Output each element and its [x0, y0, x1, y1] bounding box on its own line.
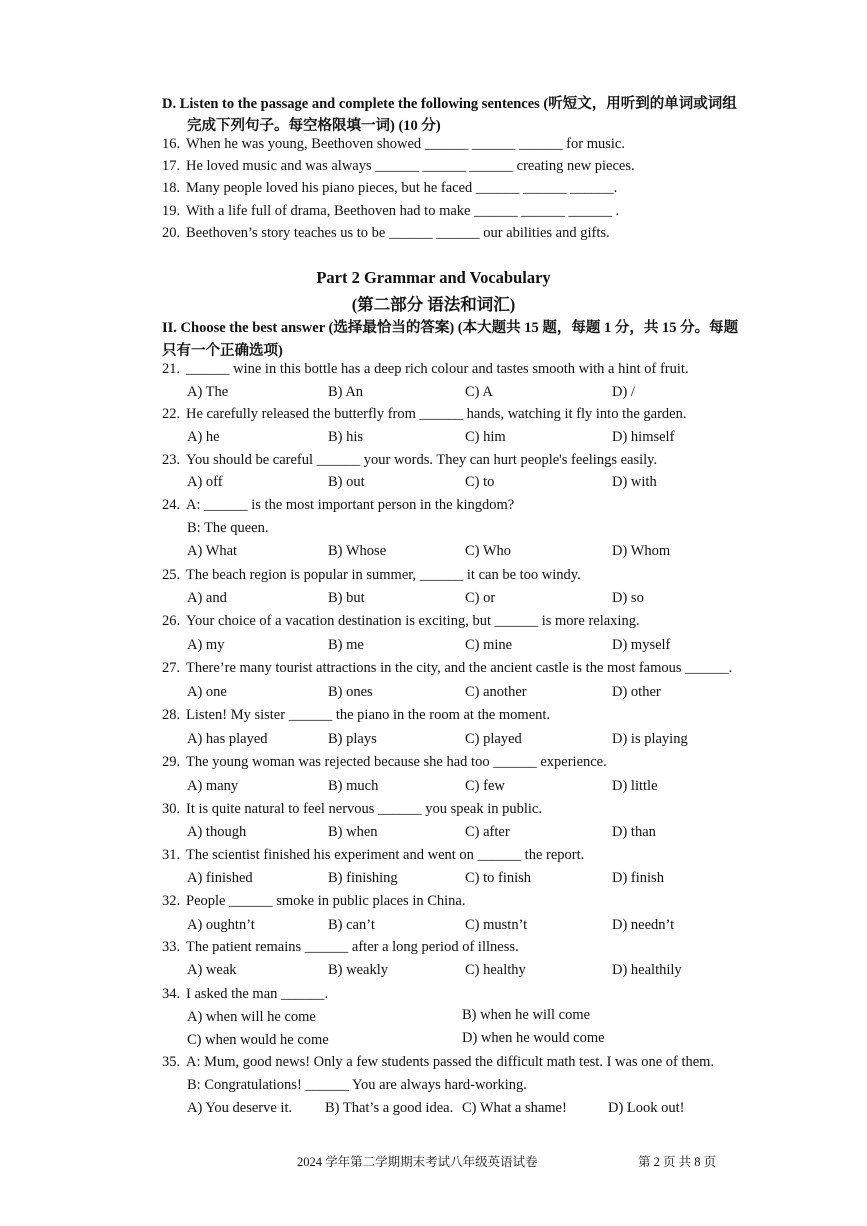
question-number: 27. — [162, 660, 181, 676]
question-17 — [162, 158, 635, 175]
option-c: C) him — [465, 429, 506, 445]
question-32 — [162, 893, 466, 910]
option-a: A) has played — [187, 731, 268, 747]
question-text: A: Mum, good news! Only a few students passed the difficult math test. I was one of them. — [186, 1054, 715, 1070]
question-27 — [162, 660, 732, 677]
question-number: 19. — [162, 203, 181, 219]
question-number: 32. — [162, 893, 181, 909]
question-19 — [162, 203, 619, 220]
question-24-answer-line: B: The queen. — [187, 520, 269, 536]
option-d: D) little — [612, 778, 658, 794]
option-a: A) finished — [187, 870, 253, 886]
option-a: A) off — [187, 474, 223, 490]
question-text: The beach region is popular in summer, ______ it can be too windy. — [186, 567, 581, 583]
option-c: C) few — [465, 778, 505, 794]
option-d: D) other — [612, 684, 661, 700]
question-21 — [162, 361, 689, 378]
question-number: 23. — [162, 452, 181, 468]
option-d: D) himself — [612, 429, 675, 445]
option-b: B) Whose — [328, 543, 387, 559]
question-number: 20. — [162, 225, 181, 241]
option-c: C) Who — [465, 543, 512, 559]
section-ii-heading-1: II. Choose the best answer (选择最恰当的答案) (本大题共 15 题，每题 1 分，共 15 分。每题 — [162, 320, 739, 336]
question-number: 25. — [162, 567, 181, 583]
question-20 — [162, 225, 610, 242]
footer-exam-title: 2024 学年第二学期期末考试八年级英语试卷 — [297, 1155, 538, 1169]
option-c: C) to — [465, 474, 495, 490]
question-35-response-line: B: Congratulations! ______ You are always hard-working. — [187, 1077, 527, 1093]
option-a: A) he — [187, 429, 220, 445]
footer-page-number: 第 2 页 共 8 页 — [638, 1155, 717, 1169]
option-d: D) needn’t — [612, 917, 675, 933]
option-b: B) but — [328, 590, 365, 606]
question-number: 24. — [162, 497, 181, 513]
question-text: He loved music and was always ______ ______ ______ creating new pieces. — [186, 158, 635, 174]
part-2-subtitle: (第二部分 语法和词汇) — [351, 295, 516, 314]
question-text: I asked the man ______. — [186, 986, 329, 1002]
part-2-title: Part 2 Grammar and Vocabulary — [316, 268, 551, 287]
option-a: A) You deserve it. — [187, 1100, 293, 1116]
option-c: C) mine — [465, 637, 513, 653]
question-34 — [162, 986, 328, 1003]
option-d: D) than — [612, 824, 656, 840]
question-number: 22. — [162, 406, 181, 422]
option-d: D) when he would come — [462, 1030, 605, 1046]
option-b: B) can’t — [328, 917, 375, 933]
option-a: A) when will he come — [187, 1009, 316, 1025]
question-number: 29. — [162, 754, 181, 770]
question-24 — [162, 497, 514, 514]
question-number: 18. — [162, 180, 181, 196]
question-number: 34. — [162, 986, 181, 1002]
option-c: C) healthy — [465, 962, 526, 978]
question-26 — [162, 613, 640, 630]
question-28 — [162, 707, 550, 724]
question-30 — [162, 801, 542, 818]
option-d: D) myself — [612, 637, 671, 653]
option-c: C) when would he come — [187, 1032, 329, 1048]
question-text: There’re many tourist attractions in the city, and the ancient castle is the most famous ______. — [186, 660, 733, 676]
question-text: ______ wine in this bottle has a deep rich colour and tastes smooth with a hint of fruit. — [186, 361, 689, 377]
question-text: Many people loved his piano pieces, but he faced ______ ______ ______. — [186, 180, 618, 196]
option-b: B) me — [328, 637, 364, 653]
question-number: 21. — [162, 361, 181, 377]
option-c: C) to finish — [465, 870, 532, 886]
option-b: B) An — [328, 384, 364, 400]
question-number: 35. — [162, 1054, 181, 1070]
option-d: D) with — [612, 474, 657, 490]
option-b: B) ones — [328, 684, 373, 700]
option-d: D) is playing — [612, 731, 688, 747]
question-number: 28. — [162, 707, 181, 723]
option-a: A) many — [187, 778, 239, 794]
section-d-heading-1: D. Listen to the passage and complete the following sentences (听短文，用听到的单词或词组 — [162, 96, 737, 112]
option-a: A) weak — [187, 962, 237, 978]
option-b: B) his — [328, 429, 364, 445]
question-text: Your choice of a vacation destination is exciting, but ______ is more relaxing. — [186, 613, 640, 629]
option-b: B) finishing — [328, 870, 398, 886]
section-ii-heading-2: 只有一个正确选项) — [162, 343, 283, 359]
option-c: C) or — [465, 590, 496, 606]
question-number: 17. — [162, 158, 181, 174]
question-text: Listen! My sister ______ the piano in the room at the moment. — [186, 707, 551, 723]
option-b: B) That’s a good idea. — [325, 1100, 454, 1116]
question-number: 31. — [162, 847, 181, 863]
question-text: When he was young, Beethoven showed ______ ______ ______ for music. — [186, 136, 625, 152]
option-d: D) / — [612, 384, 635, 400]
question-text: The patient remains ______ after a long period of illness. — [186, 939, 519, 955]
option-a: A) oughtn’t — [187, 917, 255, 933]
option-c: C) another — [465, 684, 527, 700]
option-d: D) Look out! — [608, 1100, 685, 1116]
question-text: A: ______ is the most important person in the kingdom? — [186, 497, 515, 513]
option-b: B) plays — [328, 731, 377, 747]
question-31 — [162, 847, 584, 864]
option-a: A) and — [187, 590, 227, 606]
question-number: 26. — [162, 613, 181, 629]
option-d: D) so — [612, 590, 644, 606]
question-text: The scientist finished his experiment and went on ______ the report. — [186, 847, 585, 863]
section-d-heading-2: 完成下列句子。每空格限填一词) (10 分) — [187, 118, 441, 134]
option-a: A) my — [187, 637, 225, 653]
question-text: People ______ smoke in public places in China. — [186, 893, 466, 909]
question-25 — [162, 567, 581, 584]
option-b: B) weakly — [328, 962, 388, 978]
question-text: Beethoven’s story teaches us to be ______ ______ our abilities and gifts. — [186, 225, 610, 241]
option-d: D) Whom — [612, 543, 671, 559]
option-b: B) much — [328, 778, 379, 794]
question-number: 16. — [162, 136, 181, 152]
question-text: With a life full of drama, Beethoven had to make ______ ______ ______ . — [186, 203, 620, 219]
option-c: C) What a shame! — [462, 1100, 567, 1116]
option-a: A) What — [187, 543, 238, 559]
question-23 — [162, 452, 657, 469]
option-b: B) when he will come — [462, 1007, 591, 1023]
option-d: D) healthily — [612, 962, 682, 978]
question-33 — [162, 939, 519, 956]
question-text: The young woman was rejected because she had too ______ experience. — [186, 754, 607, 770]
option-b: B) when — [328, 824, 378, 840]
option-c: C) mustn’t — [465, 917, 528, 933]
question-22 — [162, 406, 687, 423]
question-18 — [162, 180, 617, 197]
question-29 — [162, 754, 607, 771]
option-b: B) out — [328, 474, 365, 490]
option-c: C) A — [465, 384, 493, 400]
question-text: It is quite natural to feel nervous ______ you speak in public. — [186, 801, 542, 817]
question-35 — [162, 1054, 714, 1071]
question-text: He carefully released the butterfly from ______ hands, watching it fly into the garden. — [186, 406, 687, 422]
question-number: 30. — [162, 801, 181, 817]
option-a: A) one — [187, 684, 227, 700]
question-text: You should be careful ______ your words. They can hurt people's feelings easily. — [186, 452, 658, 468]
option-d: D) finish — [612, 870, 664, 886]
question-16 — [162, 136, 625, 153]
question-number: 33. — [162, 939, 181, 955]
option-a: A) though — [187, 824, 247, 840]
option-c: C) after — [465, 824, 510, 840]
option-a: A) The — [187, 384, 229, 400]
option-c: C) played — [465, 731, 522, 747]
